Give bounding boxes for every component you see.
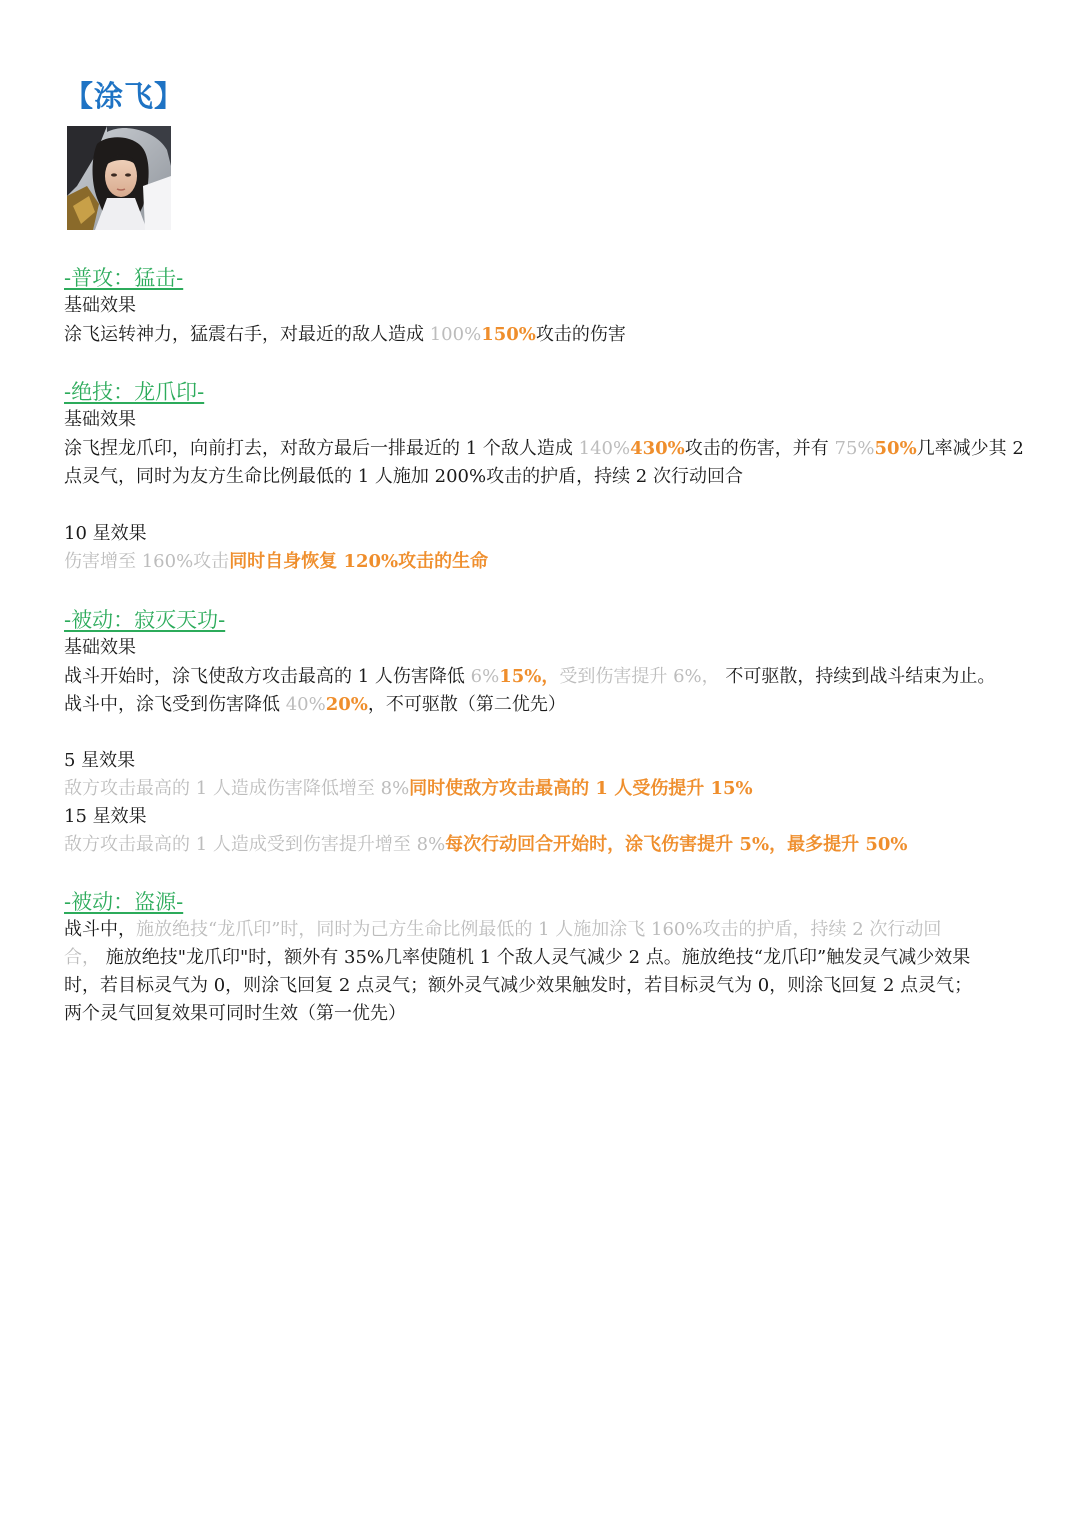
old-value: 6%	[470, 666, 500, 687]
new-value: 150%	[481, 324, 536, 345]
star10-effect: 伤害增至 160%攻击同时自身恢复 120%攻击的生命	[64, 551, 489, 572]
ultimate-description-line: 点灵气，同时为友方生命比例最低的 1 人施加 200%攻击的护盾，持续 2 次行动回合	[64, 466, 743, 487]
old-value: 100%	[429, 324, 482, 345]
star15-label: 15 星效果	[64, 806, 147, 827]
passive2-description-line: 战斗中，施放绝技“龙爪印”时，同时为己方生命比例最低的 1 人施加涂飞 160%攻击的护盾，持续 2 次行动回	[64, 919, 942, 940]
old-value: 75%	[834, 438, 875, 459]
star5-label: 5 星效果	[64, 750, 136, 771]
base-effect-label: 基础效果	[64, 295, 136, 316]
passive2-description-line: 时，若目标灵气为 0，则涂飞回复 2 点灵气；额外灵气减少效果触发时，若目标灵气为 0，则涂飞回复 2 点灵气；	[64, 975, 973, 996]
passive1-description-line: 战斗开始时，涂飞使敌方攻击最高的 1 人伤害降低 6%15%，受到伤害提升 6%， 不可驱散，持续到战斗结束为止。	[64, 666, 996, 687]
hero-title: 【涂飞】	[64, 79, 185, 113]
section-header-ultimate: -绝技：龙爪印-	[64, 380, 205, 404]
section-header-passive-1: -被动：寂灭天功-	[64, 608, 226, 632]
section-header-normal-attack: -普攻：猛击-	[64, 266, 184, 290]
base-effect-label: 基础效果	[64, 409, 136, 430]
ultimate-description-line: 涂飞捏龙爪印，向前打去，对敌方最后一排最近的 1 个敌人造成 140%430%攻击的伤害，并有 75%50%几率减少其 2	[64, 438, 1024, 459]
passive2-description-line: 合， 施放绝技"龙爪印"时，额外有 35%几率使随机 1 个敌人灵气减少 2 点。施放绝技“龙爪印”触发灵气减少效果	[64, 947, 971, 968]
new-value: 15%	[499, 666, 542, 687]
star10-label: 10 星效果	[64, 523, 147, 544]
old-value: 140%	[578, 438, 631, 459]
passive1-description-line: 战斗中，涂飞受到伤害降低 40%20%，不可驱散（第二优先）	[64, 694, 566, 715]
new-value: 430%	[630, 438, 685, 459]
passive2-description-line: 两个灵气回复效果可同时生效（第一优先）	[64, 1003, 406, 1024]
old-value: 40%	[285, 694, 326, 715]
new-value: 20%	[325, 694, 368, 715]
normal-attack-description: 涂飞运转神力，猛震右手，对最近的敌人造成 100%150%攻击的伤害	[64, 324, 626, 345]
base-effect-label: 基础效果	[64, 637, 136, 658]
section-header-passive-2: -被动：盗源-	[64, 890, 184, 914]
star15-effect: 敌方攻击最高的 1 人造成受到伤害提升增至 8%每次行动回合开始时，涂飞伤害提升 5%，最多提升 50%	[64, 834, 908, 855]
new-value: 50%	[874, 438, 917, 459]
hero-portrait	[67, 126, 171, 230]
star5-effect: 敌方攻击最高的 1 人造成伤害降低增至 8%同时使敌方攻击最高的 1 人受伤提升 15%	[64, 778, 753, 799]
